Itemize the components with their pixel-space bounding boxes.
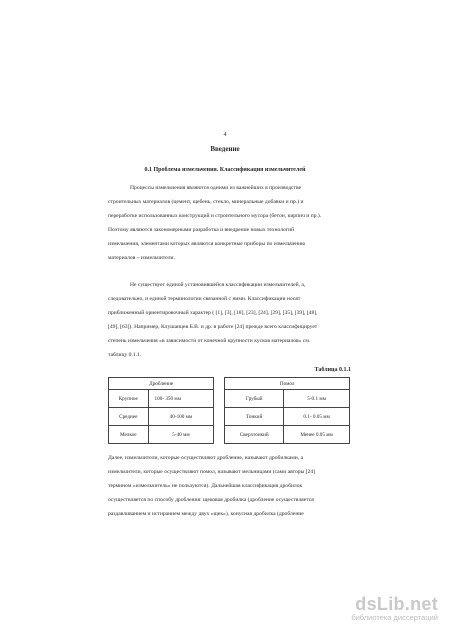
crush-size-cell: 100- 350 мм	[148, 390, 214, 408]
text-line: измельчители, которые осуществляют помол, называют мельницами (сами авторы [24]	[108, 469, 316, 475]
text-line: раздавливанием и истиранием между двух «щек»), конусная дробилка (дробление	[108, 511, 304, 517]
text-line: Поэтому являются закономерными разработка и внедрение новых технологий	[108, 227, 295, 233]
text-line: Процессы измельчения являются одними из важнейших в производстве	[130, 185, 302, 191]
table-row	[109, 408, 350, 426]
grind-size-cell: 5-0.1 мм	[284, 390, 350, 408]
classification-table	[108, 377, 350, 444]
text-line: измельчения, элементами которых являются конкретные приборы по измельчению	[108, 241, 306, 247]
table-row	[109, 390, 350, 408]
crush-name-cell: Крупное	[109, 390, 149, 408]
page-number: 4	[223, 132, 227, 138]
text-line: Далее, измельчители, которые осуществляют дробление, называют дробилками, а	[108, 455, 304, 461]
text-line: таблицу 0.1.1.	[108, 352, 142, 358]
watermark-brand: dsLib.net	[355, 594, 438, 614]
grinding-header: Помол	[225, 378, 350, 390]
crushing-header: Дробление	[109, 378, 214, 390]
text-line: следовательно, и единой терминологии связанной с ними. Классификации носят	[108, 296, 301, 302]
text-line: приближенный ориентировочный характер ( [1], [3], [18], [23], [24], [29], [35], [39], [48],	[108, 310, 318, 316]
crush-name-cell: Среднее	[109, 408, 149, 426]
grind-size-cell: 0.1- 0.05 мм	[284, 408, 350, 426]
watermark-subtitle: библиотека диссертаций	[351, 613, 438, 622]
text-line: степень измельчения «в зависимости от конечной крупности кусков материалов» см.	[108, 338, 311, 344]
watermark	[318, 594, 438, 624]
text-line: материалов – измельчители.	[108, 255, 175, 261]
text-line: [49], [63]). Например, Клушанцев Б.В. и др. в работе [24] прежде всего классифицирует	[108, 324, 318, 330]
text-line: переработке использованных конструкций и строительного мусора (бетон, кирпич и пр.).	[108, 213, 322, 219]
text-line: термином «измельчитель» не пользуются). Дальнейшая классификация дробилок	[108, 483, 303, 489]
section-title: 0.1 Проблема измельчения. Классификация измельчителей	[144, 167, 306, 173]
table-caption: Таблица 0.1.1	[314, 367, 351, 373]
grind-name-cell: Сверхтонкий	[225, 426, 284, 444]
crush-size-cell: 40-100 мм	[148, 408, 214, 426]
text-line: Не существует единой установившейся классификации измельчителей, а,	[130, 282, 306, 288]
page-heading: Введение	[210, 145, 240, 153]
table-row	[109, 426, 350, 444]
table-header-row	[109, 378, 350, 390]
text-line: строительных материалов (цемент, щебень, стекло, минеральные добавки и пр.) и	[108, 199, 304, 205]
crush-name-cell: Мелкое	[109, 426, 149, 444]
text-line: осуществляется по способу дробления: щековая дробилка (дробление осуществляется	[108, 497, 314, 503]
grind-name-cell: Грубый	[225, 390, 284, 408]
grind-size-cell: Менее 0.05 мм	[284, 426, 350, 444]
crush-size-cell: 5-40 мм	[148, 426, 214, 444]
grind-name-cell: Тонкий	[225, 408, 284, 426]
